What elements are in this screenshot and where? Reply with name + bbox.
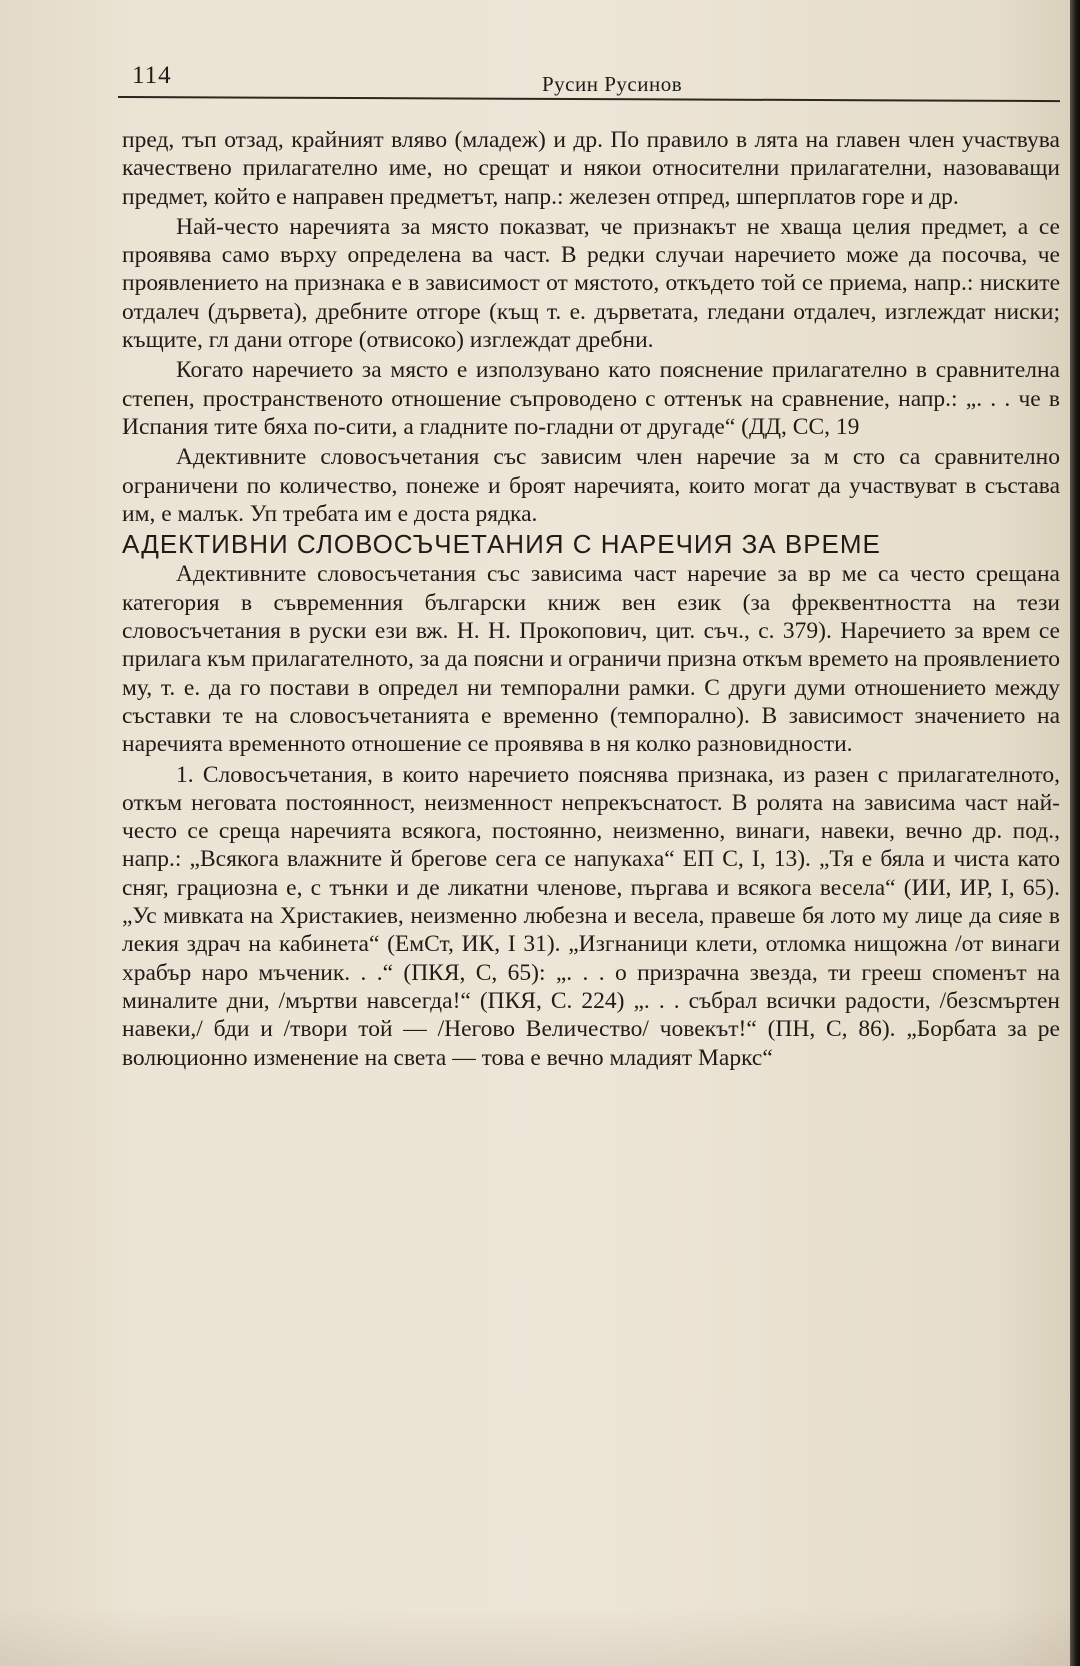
running-head: Русин Русинов xyxy=(542,72,683,96)
page-shadow xyxy=(0,1606,1080,1666)
page-header xyxy=(118,58,1058,102)
page-number: 114 xyxy=(132,62,172,89)
paragraph: Когато наречието за място е използувано като пояснение прилагателно в сравнителна степен, пространственото отношение съпроводено с оттенък на сравнение, напр.: „. . . че в Испания тите бяха по-сити, а гладните по-гладни от другаде“ (ДД, СС, 19 xyxy=(122,357,1060,440)
section-heading: АДЕКТИВНИ СЛОВОСЪЧЕТАНИЯ С НАРЕЧИЯ ЗА ВРЕМЕ xyxy=(122,529,881,560)
paragraph: Адективните словосъчетания със зависима част наречие за вр ме са често срещана категория в съвременния български книж вен език (за фреквентността на тези словосъчетания в руски ези вж. Н. Н. Прокопович, цит. съч., с. 379). Наречието за врем се прилага към прилагателното, за да поясни и ограничи призна откъм времето на проявлението му, т. е. да го постави в определ ни темпорални рамки. С други думи отношението между съставки те на словосъчетанията е временно (темпорално). В зависимост значението на наречията временното отношение се проявява в ня колко разновидности. xyxy=(122,561,1060,758)
paragraph: Най-често наречията за място показват, че признакът не хваща целия предмет, а се проявява само върху определена ва част. В редки случаи наречието може да посочва, че проявлението на признака е в зависимост от мястото, откъдето той се приема, напр.: ниските отдалеч (дървета), дребните отгоре (къщ т. е. дърветата, гледани отдалеч, изглеждат ниски; къщите, гл дани отгоре (отвисоко) изглеждат дребни. xyxy=(122,213,1060,354)
paragraph: Адективните словосъчетания със зависим член наречие за м сто са сравнително ограничени по количество, понеже и броят наречията, които могат да участвуват в състава им, е малък. Уп требата им е доста рядка. xyxy=(122,444,1060,527)
book-spine-edge xyxy=(1070,0,1080,1666)
page-body xyxy=(122,126,1060,1072)
paragraph: пред, тъп отзад, крайният вляво (младеж) и др. По правило в лята на главен член участвува качествено прилагателно име, но срещат и някои относителни прилагателни, назоваващи предмет, който е направен предметът, напр.: железен отпред, шперплатов горе и др. xyxy=(122,127,1060,210)
paragraph: 1. Словосъчетания, в които наречието пояснява признака, из разен с прилагателното, откъм неговата постоянност, неизменност непрекъснатост. В ролята на зависима част най-често се среща наречията всякога, постоянно, неизменно, винаги, навеки, вечно др. под., напр.: „Всякога влажните й брегове сега се напукаха“ ЕП С, I, 13). „Тя е бяла и чиста като сняг, грациозна е, с тънки и де ликатни членове, пъргава и всякога весела“ (ИИ, ИР, I, 65). „Ус мивката на Христакиев, неизменно любезна и весела, правеше бя лото му лице да сияе в лекия здрач на кабинета“ (ЕмСт, ИК, I 31). „Изгнаници клети, отломка нищожна /от винаги храбър наро мъченик. . .“ (ПКЯ, С, 65): „. . . о призрачна звезда, ти грееш споменът на миналите дни, /мъртви навсегда!“ (ПКЯ, С. 224) „. . . събрал всички радости, /безсмъртен навеки,/ бди и /твори той — /Негово Величество/ човекът!“ (ПН, С, 86). „Борбата за ре волюционно изменение на света — това е вечно младият Маркс“ xyxy=(122,761,1060,1071)
